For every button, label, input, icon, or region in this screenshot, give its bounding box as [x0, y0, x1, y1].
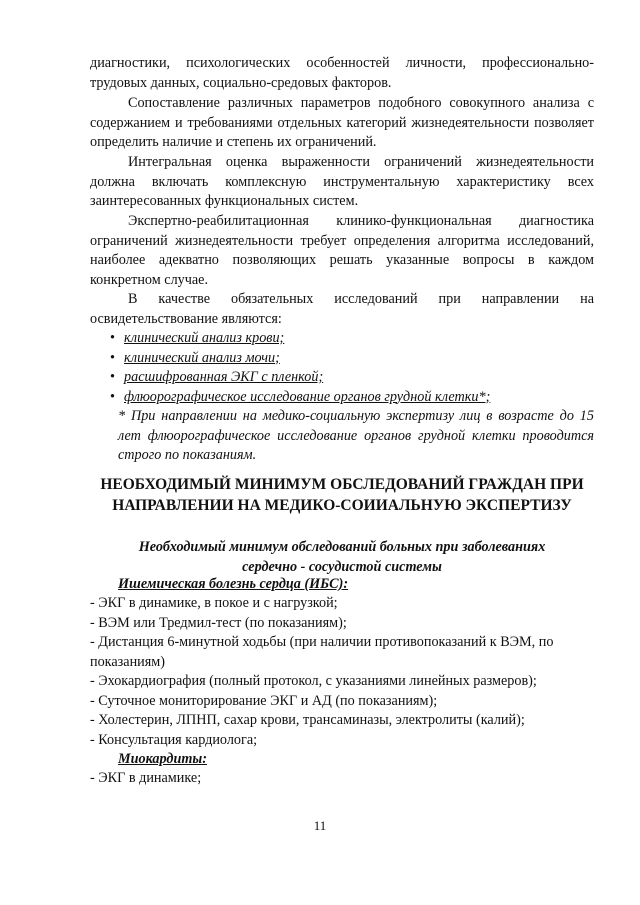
list-item: • клинический анализ мочи;	[110, 349, 594, 369]
subsection-title	[90, 538, 594, 577]
footnote: * При направлении на медико-социальную экспертизу лиц в возрасте до 15 лет флюорографическое исследование органов грудной клетки проводится строго по показаниям.	[118, 408, 594, 463]
list-item: - Дистанция 6-минутной ходьбы (при наличии противопоказаний к ВЭМ, по показаниям)	[90, 634, 554, 670]
paragraph-continuation	[90, 54, 594, 93]
list-item: - ЭКГ в динамике, в покое и с нагрузкой;	[90, 595, 338, 611]
list-item-text: клинический анализ крови;	[124, 330, 285, 346]
list-item: • расшифрованная ЭКГ с пленкой;	[110, 368, 594, 388]
required-tests-list	[110, 329, 594, 407]
list-item: - Эхокардиография (полный протокол, с указаниями линейных размеров);	[90, 673, 537, 689]
paragraph-integral-assessment: Интегральная оценка выраженности ограничений жизнедеятельности должна включать комплексную инструментальную характеристику всех заинтересованных функциональных систем.	[90, 154, 594, 209]
ihd-tests-list	[90, 594, 610, 750]
list-item: - ВЭМ или Тредмил-тест (по показаниям);	[90, 614, 347, 631]
text-line: трудовых данных, социально-средовых факторов.	[90, 74, 392, 91]
text-line: диагностики, психологических особенностей личности, профессионально-	[90, 55, 594, 71]
section-title	[90, 474, 594, 516]
list-item: • флюорографическое исследование органов грудной клетки*;	[110, 388, 594, 408]
myocarditis-title: Миокардиты:	[118, 751, 207, 767]
ihd-title: Ишемическая болезнь сердца (ИБС):	[118, 576, 349, 592]
list-item: - ЭКГ в динамике;	[90, 770, 202, 786]
list-item: - Консультация кардиолога;	[90, 731, 258, 748]
list-item-text: клинический анализ мочи;	[124, 349, 280, 366]
list-item-text: расшифрованная ЭКГ с пленкой;	[124, 369, 324, 385]
section-title-line: НЕОБХОДИМЫЙ МИНИМУМ ОБСЛЕДОВАНИЙ ГРАЖДАН ПРИ	[100, 476, 584, 493]
paragraph-mandatory-tests: В качестве обязательных исследований при направлении на освидетельствование являются:	[90, 291, 594, 327]
list-item: • клинический анализ крови;	[110, 329, 594, 349]
page-number: 11	[313, 818, 327, 833]
myocarditis-tests-list	[90, 769, 610, 789]
section-title-line: НАПРАВЛЕНИИ НА МЕДИКО-СОИИАЛЬНУЮ ЭКСПЕРТИЗУ	[112, 497, 572, 514]
list-item: - Холестерин, ЛПНП, сахар крови, трансаминазы, электролиты (калий);	[90, 712, 525, 728]
list-item: - Суточное мониторирование ЭКГ и АД (по показаниям);	[90, 692, 438, 709]
paragraph-comparison: Сопоставление различных параметров подобного совокупного анализа с содержанием и требованиями отдельных категорий жизнедеятельности позволяет определить наличие и степень их ограничений.	[90, 95, 594, 150]
paragraph-expert-diagnostics: Экспертно-реабилитационная клинико-функциональная диагностика ограничений жизнедеятельности требует определения алгоритма исследований, наиболее адекватно позволяющих решать указанные вопросы в каждом конкретном случае.	[90, 213, 594, 288]
list-item-text: флюорографическое исследование органов грудной клетки*;	[124, 388, 491, 405]
subsection-title-line: Необходимый минимум обследований больных при заболеваниях	[138, 539, 546, 555]
subsection-title-line: сердечно - сосудистой системы	[242, 558, 442, 575]
